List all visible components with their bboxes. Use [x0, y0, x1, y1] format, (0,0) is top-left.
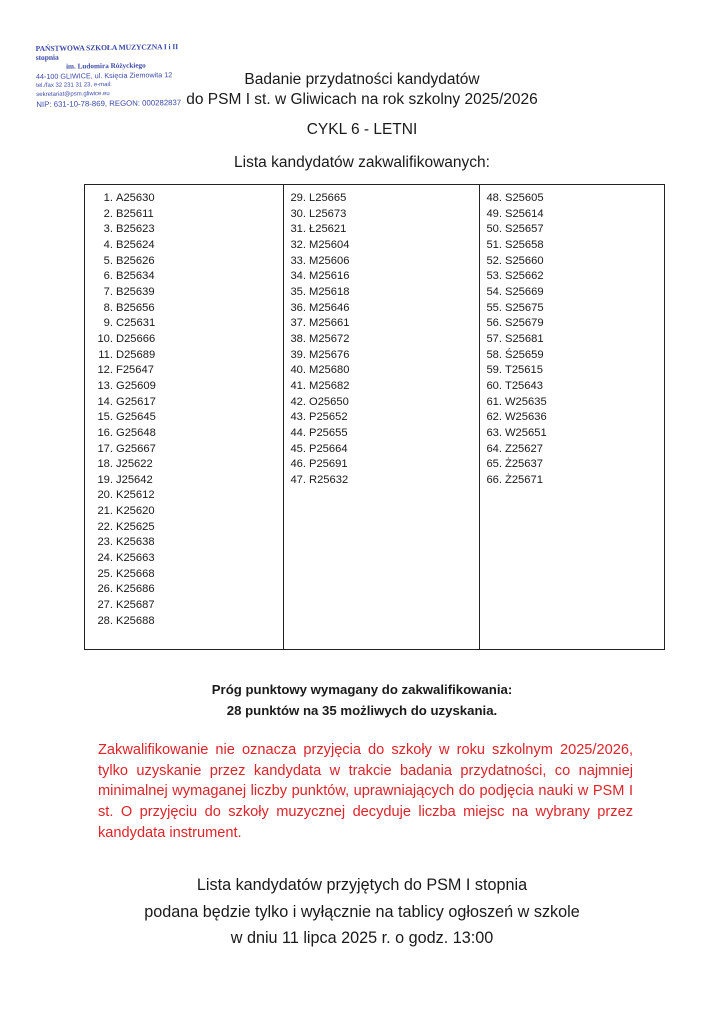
candidate-entry — [91, 551, 283, 567]
candidate-entry — [288, 473, 479, 489]
candidate-code: K25638 — [116, 536, 155, 549]
candidate-number: 13. — [97, 379, 113, 392]
candidate-entry — [288, 254, 479, 270]
qualification-notice: Zakwalifikowanie nie oznacza przyjęcia do szkoły w roku szkolnym 2025/2026, tylko uzyskanie przez kandydata w trakcie badania przydatności, co najmniej minimalnej wymaganej liczby punktów, uprawniających do podjęcia nauki w PSM I st. O przyjęciu do szkoły muzycznej decyduje liczba miejsc na wybrany przez kandydata instrument. — [98, 742, 633, 841]
candidate-entry — [91, 254, 283, 270]
candidate-entry — [288, 285, 479, 301]
candidate-number: 45. — [290, 442, 306, 455]
candidate-number: 59. — [486, 364, 502, 377]
candidate-entry — [484, 301, 664, 317]
stamp-school-name: PAŃSTWOWA SZKOŁA MUZYCZNA I i II stopnia — [35, 42, 179, 63]
candidate-number: 38. — [290, 332, 306, 345]
candidate-entry — [91, 535, 283, 551]
candidate-entry — [288, 191, 479, 207]
candidate-code: T25615 — [505, 364, 543, 377]
candidate-code: G25648 — [116, 426, 156, 439]
candidate-code: S25605 — [505, 192, 544, 204]
candidate-code: K25620 — [116, 505, 155, 518]
candidate-number: 61. — [486, 395, 502, 408]
candidate-entry — [91, 379, 283, 395]
candidate-number: 31. — [290, 223, 306, 236]
candidate-entry — [288, 348, 479, 364]
candidate-code: D25666 — [116, 332, 156, 345]
candidate-code: G25645 — [116, 411, 156, 424]
candidate-number: 22. — [97, 520, 113, 533]
candidate-number: 37. — [290, 317, 306, 330]
candidate-entry — [288, 363, 479, 379]
candidate-code: M25672 — [309, 332, 350, 345]
candidate-code: P25664 — [309, 442, 348, 455]
candidate-entry — [484, 348, 664, 364]
candidate-number: 39. — [290, 348, 306, 361]
candidate-code: Ł25621 — [309, 223, 347, 236]
candidate-entry — [91, 316, 283, 332]
candidate-code: M25606 — [309, 254, 350, 267]
candidate-code: K25668 — [116, 567, 155, 580]
candidate-entry — [288, 379, 479, 395]
candidate-entry — [484, 254, 664, 270]
candidate-code: M25646 — [309, 301, 350, 314]
candidates-column-1 — [85, 185, 283, 649]
candidate-entry — [91, 520, 283, 536]
candidate-code: W25651 — [505, 426, 547, 439]
final-announcement-line1: Lista kandydatów przyjętych do PSM I stopnia — [196, 876, 528, 894]
candidate-code: F25647 — [116, 364, 154, 377]
candidate-code: K25688 — [116, 614, 155, 627]
candidate-number: 30. — [290, 207, 306, 220]
candidate-number: 66. — [486, 473, 502, 486]
candidate-number: 9. — [103, 317, 113, 330]
candidate-number: 36. — [290, 301, 306, 314]
candidate-entry — [484, 442, 664, 458]
candidate-code: S25681 — [505, 332, 544, 345]
candidate-entry — [484, 269, 664, 285]
candidate-code: D25689 — [116, 348, 156, 361]
candidate-entry — [288, 395, 479, 411]
candidate-code: K25687 — [116, 599, 155, 612]
candidate-code: P25691 — [309, 458, 348, 471]
candidate-code: J25622 — [116, 458, 153, 471]
candidate-entry — [91, 207, 283, 223]
candidate-code: K25686 — [116, 583, 155, 596]
candidate-entry — [288, 410, 479, 426]
cycle-title: CYKL 6 - LETNI — [306, 121, 418, 138]
candidate-code: S25679 — [505, 317, 544, 330]
candidate-code: W25636 — [505, 411, 547, 424]
candidate-number: 63. — [486, 426, 502, 439]
candidate-number: 19. — [97, 473, 113, 486]
candidate-code: O25650 — [309, 395, 349, 408]
candidate-entry — [484, 426, 664, 442]
stamp-patron: im. Ludomira Różyckiego — [65, 61, 146, 71]
candidate-number: 62. — [486, 411, 502, 424]
candidate-code: S25675 — [505, 301, 544, 314]
candidate-entry — [91, 332, 283, 348]
candidate-entry — [91, 457, 283, 473]
candidate-code: C25631 — [116, 317, 156, 330]
candidate-code: K25663 — [116, 552, 155, 565]
candidate-number: 24. — [97, 552, 113, 565]
document-title-line1: Badanie przydatności kandydatów — [244, 71, 480, 88]
candidate-entry — [288, 332, 479, 348]
candidate-code: S25657 — [505, 223, 544, 236]
candidate-code: G25667 — [116, 442, 156, 455]
candidate-entry — [91, 348, 283, 364]
candidate-code: B25639 — [116, 285, 155, 298]
candidate-code: M25618 — [309, 285, 350, 298]
candidate-number: 55. — [486, 301, 502, 314]
candidate-number: 8. — [103, 301, 113, 314]
candidate-code: S25662 — [505, 270, 544, 283]
candidate-number: 29. — [290, 192, 306, 204]
candidate-number: 34. — [290, 270, 306, 283]
candidate-number: 51. — [486, 238, 502, 251]
candidate-entry — [484, 332, 664, 348]
candidate-number: 46. — [290, 458, 306, 471]
candidate-number: 35. — [290, 285, 306, 298]
candidate-code: M25661 — [309, 317, 350, 330]
candidate-number: 4. — [103, 238, 113, 251]
document-title-line2: do PSM I st. w Gliwicach na rok szkolny 2025/2026 — [186, 91, 538, 108]
candidate-code: L25673 — [309, 207, 347, 220]
candidate-code: P25652 — [309, 411, 348, 424]
candidate-number: 27. — [97, 599, 113, 612]
candidate-code: M25682 — [309, 379, 350, 392]
candidate-number: 7. — [103, 285, 113, 298]
candidate-entry — [91, 301, 283, 317]
candidate-number: 6. — [103, 270, 113, 283]
candidate-number: 26. — [97, 583, 113, 596]
candidate-number: 20. — [97, 489, 113, 502]
candidate-entry — [484, 285, 664, 301]
threshold-value: 28 punktów na 35 możliwych do uzyskania. — [226, 703, 498, 718]
candidate-number: 32. — [290, 238, 306, 251]
qualified-candidates-table — [84, 184, 665, 650]
candidate-code: B25624 — [116, 238, 155, 251]
stamp-address: 44-100 GLIWICE, ul. Księcia Ziemowita 12 — [35, 70, 173, 82]
final-announcement-line3: w dniu 11 lipca 2025 r. o godz. 13:00 — [230, 929, 494, 947]
candidate-number: 2. — [103, 207, 113, 220]
candidate-number: 18. — [97, 458, 113, 471]
candidate-entry — [91, 567, 283, 583]
candidate-number: 48. — [486, 192, 502, 204]
candidate-entry — [288, 238, 479, 254]
candidate-number: 33. — [290, 254, 306, 267]
candidate-entry — [484, 395, 664, 411]
candidate-code: B25626 — [116, 254, 155, 267]
candidate-code: G25609 — [116, 379, 156, 392]
candidate-entry — [91, 395, 283, 411]
candidate-entry — [484, 316, 664, 332]
candidate-number: 52. — [486, 254, 502, 267]
candidate-entry — [484, 238, 664, 254]
candidate-entry — [91, 473, 283, 489]
candidate-entry — [91, 614, 283, 630]
candidate-code: B25656 — [116, 301, 155, 314]
candidate-code: B25623 — [116, 223, 155, 236]
candidate-code: S25658 — [505, 238, 544, 251]
candidate-entry — [484, 379, 664, 395]
candidate-number: 42. — [290, 395, 306, 408]
candidate-number: 21. — [97, 505, 113, 518]
candidate-number: 11. — [98, 348, 113, 361]
candidate-entry — [91, 238, 283, 254]
candidate-entry — [288, 301, 479, 317]
candidate-code: T25643 — [505, 379, 543, 392]
candidate-number: 15. — [97, 411, 113, 424]
candidates-column-2 — [283, 185, 479, 649]
candidate-entry — [288, 457, 479, 473]
stamp-contact: tel./fax 32 231 31 23, e-mail: sekretariat@psm.gliwice.eu — [36, 81, 112, 99]
candidate-code: B25611 — [116, 207, 154, 220]
candidate-number: 57. — [486, 332, 502, 345]
candidate-entry — [484, 222, 664, 238]
list-title: Lista kandydatów zakwalifikowanych: — [234, 154, 490, 171]
candidate-entry — [484, 473, 664, 489]
candidate-code: K25625 — [116, 520, 155, 533]
candidate-number: 50. — [486, 223, 502, 236]
candidate-code: S25660 — [505, 254, 544, 267]
candidate-number: 44. — [290, 426, 306, 439]
candidate-entry — [484, 191, 664, 207]
candidate-number: 14. — [97, 395, 113, 408]
candidate-entry — [91, 582, 283, 598]
candidate-entry — [91, 410, 283, 426]
candidate-number: 5. — [103, 254, 113, 267]
candidate-code: Ż25637 — [505, 458, 543, 471]
candidate-number: 65. — [486, 458, 502, 471]
candidate-code: M25604 — [309, 238, 350, 251]
candidate-entry — [484, 363, 664, 379]
candidate-entry — [288, 222, 479, 238]
candidate-entry — [484, 457, 664, 473]
candidate-number: 16. — [97, 426, 113, 439]
candidate-entry — [91, 426, 283, 442]
candidate-entry — [91, 269, 283, 285]
final-announcement-line2: podana będzie tylko i wyłącznie na tablicy ogłoszeń w szkole — [144, 903, 580, 921]
candidate-code: Ż25671 — [505, 473, 543, 486]
candidate-entry — [288, 426, 479, 442]
candidate-number: 49. — [486, 207, 502, 220]
candidate-number: 12. — [97, 364, 113, 377]
candidate-code: G25617 — [116, 395, 156, 408]
candidate-entry — [91, 191, 283, 207]
candidate-entry — [91, 598, 283, 614]
candidate-code: R25632 — [309, 473, 349, 486]
stamp-tax-ids: NIP: 631-10-78-869, REGON: 000282837 — [36, 98, 182, 110]
candidate-number: 56. — [486, 317, 502, 330]
candidate-number: 47. — [290, 473, 306, 486]
candidate-number: 43. — [290, 411, 306, 424]
candidate-code: P25655 — [309, 426, 348, 439]
candidate-entry — [91, 285, 283, 301]
candidate-code: M25680 — [309, 364, 350, 377]
candidate-number: 17. — [97, 442, 113, 455]
candidate-entry — [288, 316, 479, 332]
candidate-code: W25635 — [505, 395, 547, 408]
candidate-code: Ś25659 — [505, 348, 544, 361]
candidate-number: 54. — [486, 285, 502, 298]
candidate-entry — [91, 222, 283, 238]
candidate-number: 23. — [97, 536, 113, 549]
candidate-number: 1. — [103, 192, 113, 204]
candidate-entry — [484, 410, 664, 426]
threshold-heading: Próg punktowy wymagany do zakwalifikowania: — [211, 682, 513, 697]
candidate-entry — [91, 488, 283, 504]
candidate-entry — [288, 207, 479, 223]
candidate-number: 53. — [486, 270, 502, 283]
candidate-number: 64. — [486, 442, 502, 455]
candidate-entry — [288, 269, 479, 285]
candidate-number: 3. — [103, 223, 113, 236]
candidate-entry — [91, 363, 283, 379]
candidate-number: 10. — [97, 332, 113, 345]
candidate-code: M25676 — [309, 348, 350, 361]
candidate-code: K25612 — [116, 489, 155, 502]
candidate-code: B25634 — [116, 270, 155, 283]
candidate-entry — [91, 504, 283, 520]
candidate-code: A25630 — [116, 192, 155, 204]
candidate-number: 28. — [97, 614, 113, 627]
candidate-code: J25642 — [116, 473, 153, 486]
candidate-number: 58. — [486, 348, 502, 361]
candidate-number: 40. — [290, 364, 306, 377]
candidates-column-3 — [479, 185, 664, 649]
candidate-number: 60. — [486, 379, 502, 392]
candidate-entry — [484, 207, 664, 223]
candidate-number: 25. — [97, 567, 113, 580]
candidate-code: S25614 — [505, 207, 544, 220]
candidate-entry — [288, 442, 479, 458]
candidate-code: S25669 — [505, 285, 544, 298]
candidate-code: M25616 — [309, 270, 350, 283]
candidate-code: Z25627 — [505, 442, 543, 455]
candidate-entry — [91, 442, 283, 458]
candidate-code: L25665 — [309, 192, 347, 204]
candidate-number: 41. — [290, 379, 306, 392]
